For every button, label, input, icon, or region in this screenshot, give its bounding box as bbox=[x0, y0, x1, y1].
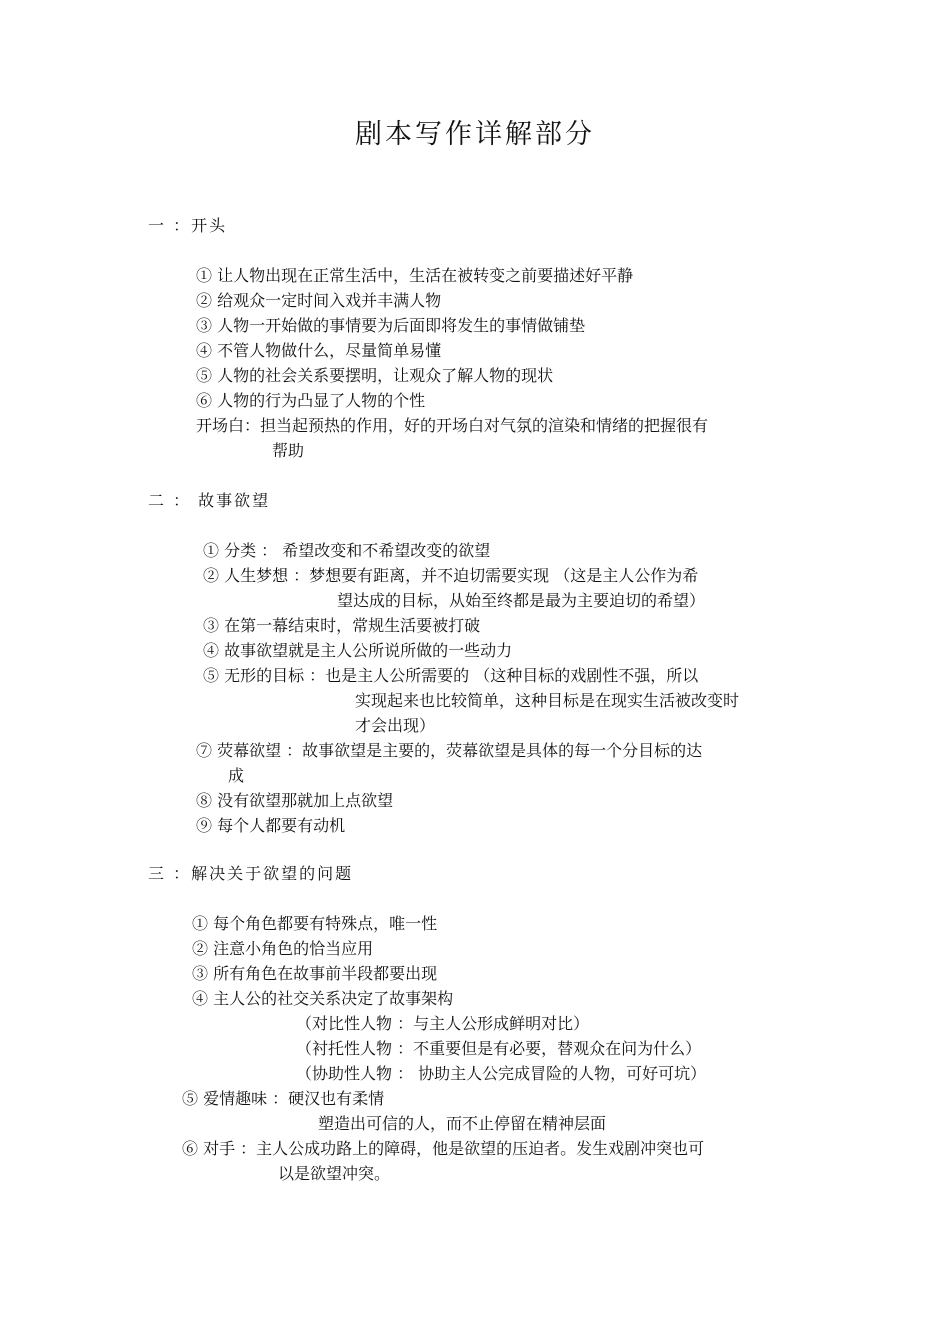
list-item: ① 让人物出现在正常生活中，生活在被转变之前要描述好平静 bbox=[196, 266, 634, 285]
list-item-continuation: 才会出现） bbox=[355, 716, 436, 735]
list-item-continuation: 实现起来也比较简单，这种目标是在现实生活被改变时 bbox=[355, 691, 740, 710]
list-item: ⑦ 荧幕欲望 ：故事欲望是主要的，荧幕欲望是具体的每一个分目标的达 bbox=[196, 741, 703, 760]
list-item: ③ 在第一幕结束时，常规生活要被打破 bbox=[203, 616, 481, 635]
list-item: ① 分类 ： 希望改变和不希望改变的欲望 bbox=[203, 541, 491, 560]
list-item: ④ 不管人物做什么，尽量简单易懂 bbox=[196, 341, 442, 360]
list-item: ② 人生梦想 ：梦想要有距离，并不迫切需要实现 （这是主人公作为希 bbox=[203, 566, 699, 585]
list-item: ② 给观众一定时间入戏并丰满人物 bbox=[196, 291, 442, 310]
sub-item: （对比性人物 ：与主人公形成鲜明对比） bbox=[296, 1014, 590, 1033]
list-item: ⑥ 对手 ：主人公成功路上的障碍，他是欲望的压迫者。发生戏剧冲突也可 bbox=[182, 1139, 705, 1158]
section-heading-desire: 二 ： 故事欲望 bbox=[148, 491, 271, 510]
list-item: ⑥ 人物的行为凸显了人物的个性 bbox=[196, 391, 426, 410]
list-item: ④ 主人公的社交关系决定了故事架构 bbox=[192, 989, 454, 1008]
sub-item: （协助性人物 ： 协助主人公完成冒险的人物，可好可坑） bbox=[296, 1064, 707, 1083]
list-item: ② 注意小角色的恰当应用 bbox=[192, 939, 374, 958]
list-item: ⑧ 没有欲望那就加上点欲望 bbox=[196, 791, 394, 810]
note-line: 开场白：担当起预热的作用，好的开场白对气氛的渲染和情绪的把握很有 bbox=[196, 416, 709, 435]
note-line: 帮助 bbox=[272, 441, 305, 460]
list-item-continuation: 塑造出可信的人，而不止停留在精神层面 bbox=[318, 1114, 607, 1133]
list-item-continuation: 成 bbox=[228, 766, 245, 785]
list-item: ① 每个角色都要有特殊点，唯一性 bbox=[192, 914, 438, 933]
section-heading-solving-desire: 三 ：解决关于欲望的问题 bbox=[148, 864, 354, 883]
list-item: ⑤ 爱情趣味 ：硬汉也有柔情 bbox=[182, 1089, 385, 1108]
list-item: ④ 故事欲望就是主人公所说所做的一些动力 bbox=[203, 641, 513, 660]
list-item: ⑨ 每个人都要有动机 bbox=[196, 816, 346, 835]
list-item: ⑤ 无形的目标 ：也是主人公所需要的 （这种目标的戏剧性不强，所以 bbox=[203, 666, 699, 685]
list-item: ③ 所有角色在故事前半段都要出现 bbox=[192, 964, 438, 983]
list-item-continuation: 以是欲望冲突。 bbox=[278, 1164, 391, 1183]
list-item-continuation: 望达成的目标，从始至终都是最为主要迫切的希望） bbox=[337, 591, 706, 610]
sub-item: （衬托性人物 ：不重要但是有必要，替观众在问为什么） bbox=[296, 1039, 702, 1058]
document-title: 剧本写作详解部分 bbox=[355, 119, 595, 150]
list-item: ⑤ 人物的社会关系要摆明，让观众了解人物的现状 bbox=[196, 366, 554, 385]
list-item: ③ 人物一开始做的事情要为后面即将发生的事情做铺垫 bbox=[196, 316, 586, 335]
section-heading-opening: 一 ：开头 bbox=[148, 216, 228, 235]
